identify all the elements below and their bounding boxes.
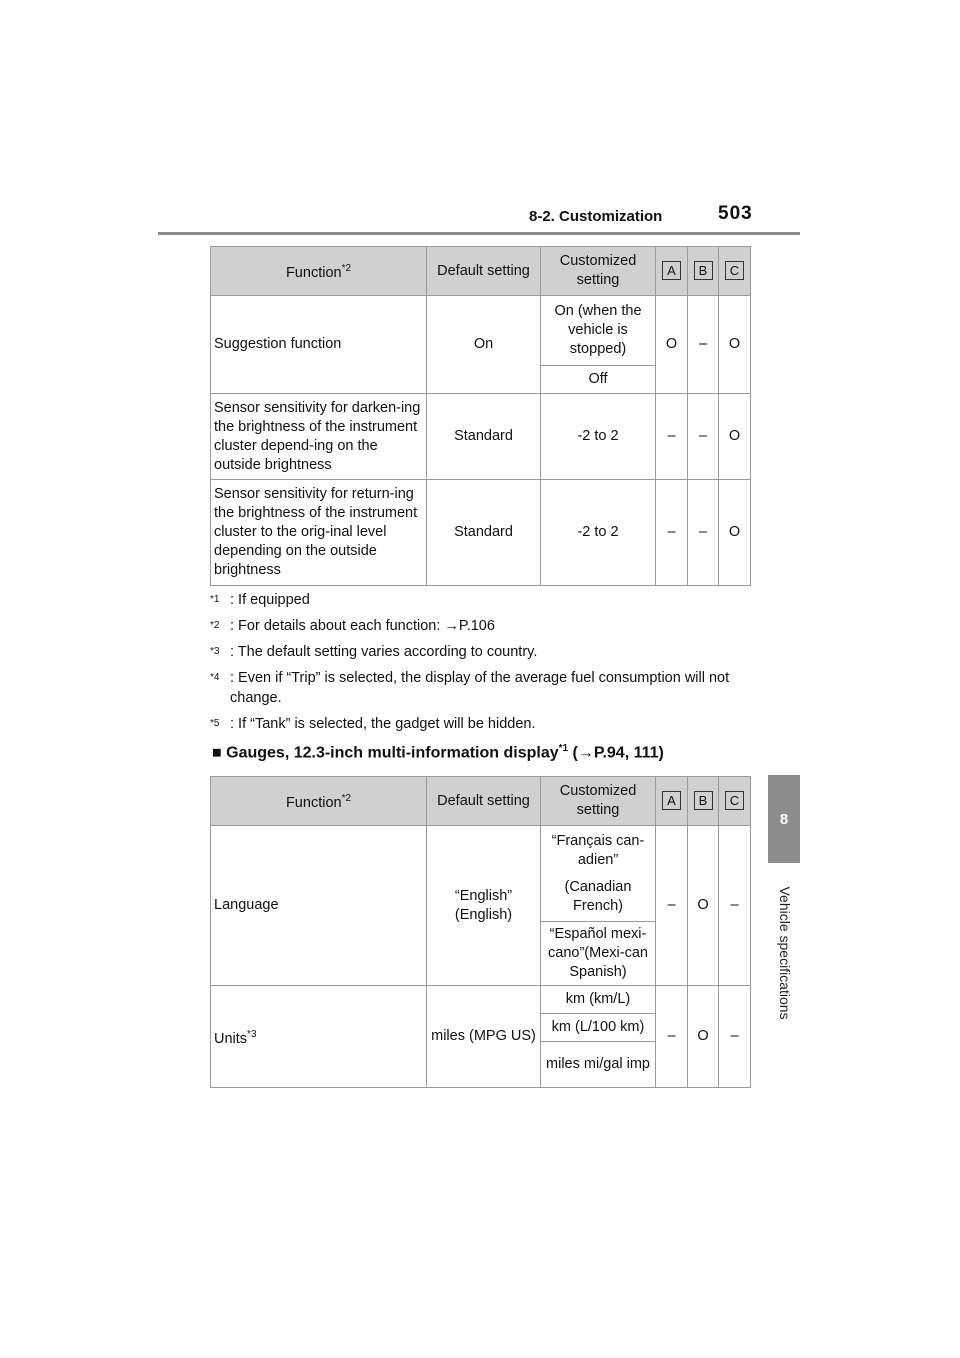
cell-function: Sensor sensitivity for return-ing the brightness of the instrument cluster to the orig-inal level depending on the outside brightness	[211, 480, 427, 586]
cell-b: –	[688, 394, 719, 480]
cell-function: Suggestion function	[211, 296, 427, 394]
cell-customized: km (L/100 km)	[541, 1014, 656, 1042]
footnote: *4 : Even if “Trip” is selected, the display of the average fuel consumption will not change.	[210, 670, 730, 706]
cell-c: –	[719, 986, 751, 1088]
cell-b: O	[688, 986, 719, 1088]
cell-customized: -2 to 2	[541, 394, 656, 480]
cell-customized: km (km/L)	[541, 986, 656, 1014]
cell-function: Units$^{*3}$	[211, 986, 427, 1088]
cell-c: O	[719, 394, 751, 480]
footnote: *3 : The default setting varies according to country.	[210, 644, 538, 660]
chapter-title: Vehicle specifications	[777, 886, 793, 1020]
cell-function: Language	[211, 826, 427, 986]
table-row	[211, 394, 751, 480]
header-customized: Customized setting	[541, 777, 656, 826]
table-row	[211, 296, 751, 366]
cell-default: Standard	[427, 480, 541, 586]
cell-b: –	[688, 480, 719, 586]
header-function: Function$^{*2}$	[211, 777, 427, 826]
table-header-row	[211, 777, 751, 826]
cell-customized: Off	[541, 366, 656, 394]
cell-b: O	[688, 826, 719, 986]
header-default: Default setting	[427, 247, 541, 296]
header-col-c: C	[719, 247, 751, 296]
cell-default: miles (MPG US)	[427, 986, 541, 1088]
cell-a: O	[656, 296, 688, 394]
cell-default: Standard	[427, 394, 541, 480]
header-col-b: B	[688, 777, 719, 826]
cell-c: O	[719, 296, 751, 394]
customization-table-1	[210, 246, 751, 586]
cell-default: On	[427, 296, 541, 394]
cell-a: –	[656, 480, 688, 586]
cell-customized: “Español mexi-cano”(Mexi-can Spanish)	[541, 922, 656, 986]
cell-b: –	[688, 296, 719, 394]
cell-customized: -2 to 2	[541, 480, 656, 586]
table-row	[211, 480, 751, 586]
table-row	[211, 826, 751, 922]
footnote: *2 : For details about each function: →P.106	[210, 618, 495, 634]
cell-customized: On (when the vehicle is stopped)	[541, 296, 656, 366]
cell-default: “English” (English)	[427, 826, 541, 986]
table-header-row	[211, 247, 751, 296]
header-default: Default setting	[427, 777, 541, 826]
chapter-tab: 8	[768, 775, 800, 863]
page-number: 503	[718, 203, 753, 224]
header-divider	[158, 232, 800, 235]
cell-a: –	[656, 826, 688, 986]
footnote: *1 : If equipped	[210, 592, 310, 608]
cell-customized: “Français can-adien” (Canadian French)	[541, 826, 656, 922]
header-col-a: A	[656, 247, 688, 296]
cell-function: Sensor sensitivity for darken-ing the brightness of the instrument cluster depend-ing on the outside brightness	[211, 394, 427, 480]
header-col-a: A	[656, 777, 688, 826]
cell-c: O	[719, 480, 751, 586]
header-col-c: C	[719, 777, 751, 826]
cell-a: –	[656, 394, 688, 480]
table-row	[211, 986, 751, 1014]
customization-table-2	[210, 776, 751, 1088]
footnote: *5 : If “Tank” is selected, the gadget will be hidden.	[210, 716, 536, 732]
cell-c: –	[719, 826, 751, 986]
header-col-b: B	[688, 247, 719, 296]
header-customized: Customized setting	[541, 247, 656, 296]
header-function: Function$^{*2}$	[211, 247, 427, 296]
footnotes	[210, 590, 770, 740]
section-title: 8-2. Customization	[529, 208, 663, 225]
cell-a: –	[656, 986, 688, 1088]
subsection-heading: ■ Gauges, 12.3-inch multi-information display$^{*1}$ (→P.94, 111)	[212, 743, 664, 762]
cell-customized: miles mi/gal imp	[541, 1042, 656, 1088]
